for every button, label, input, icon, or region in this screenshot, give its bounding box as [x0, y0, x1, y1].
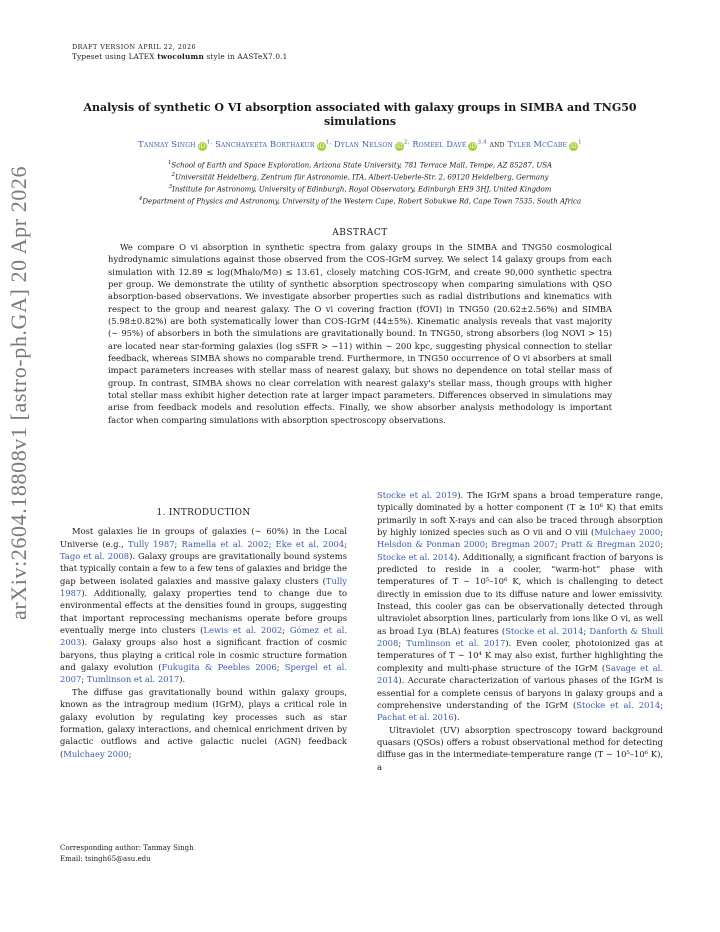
intro-paragraph-1: Most galaxies lie in groups of galaxies (∼ 60%) in the Local Universe (e.g., Tully 1987; Ramella et al. 2002; Eke et al. 2004; Tago et al. 2008). Galaxy groups are gravitationally bound systems that typically contain a few to a few tens of galaxies and bridge the gap between isolated galaxies and massive galaxy clusters (Tully 1987). Additionally, galaxy properties tend to change due to environmental effects at the densities found in groups, suggesting that important reprocessing mechanisms operate before groups eventually merge into clusters (Lewis et al. 2002; Gómez et al. 2003). Galaxy groups also host a significant fraction of cosmic baryons, thus playing a critical role in cosmic structure formation and galaxy evolution (Fukugita & Peebles 2006; Spergel et al. 2007; Tumlinson et al. 2017). [60, 526, 348, 685]
paper-title [72, 101, 648, 129]
orcid-icon[interactable]: iD [570, 143, 577, 150]
citation-link[interactable]: Mulchaey 2000 [594, 527, 661, 538]
orcid-icon[interactable]: iD [317, 143, 325, 150]
typeset-suffix: style in AASTeX7.0.1 [206, 52, 288, 61]
author-name[interactable]: Dylan Nelson [334, 139, 393, 149]
author-email[interactable]: Email: tsingh65@asu.edu [60, 855, 151, 863]
affiliation-number: 4 [138, 196, 143, 202]
author-name[interactable]: Romeel Davé [412, 139, 467, 149]
citation-link[interactable]: Gómez et al. 2003 [60, 625, 348, 648]
citation-link[interactable]: Ramella et al. 2002 [181, 538, 269, 549]
latex-logo: LATEX [128, 52, 155, 61]
title-line-2: simulations [323, 115, 397, 128]
citation-link[interactable]: Stocke et al. 2014 [377, 551, 454, 562]
author-affiliation-mark: 3,4 [477, 139, 487, 146]
citation-link[interactable]: Stocke et al. 2019 [377, 490, 458, 500]
citation-link[interactable]: Bregman 2007 [491, 539, 555, 550]
corresponding-author: Corresponding author: Tanmay Singh [60, 844, 194, 852]
intro-paragraph-3: Stocke et al. 2019). The IGrM spans a broad temperature range, typically dominated by a hotter component (T ≳ 10⁶ K) that emits primarily in soft X-rays and can also be traced through absorption by highly ionized species such as O vii and O viii (Mulchaey 2000; Helsdon & Ponman 2000; Bregman 2007; Pratt & Bregman 2020; Stocke et al. 2014). Additionally, a significant fraction of baryons is predicted to reside in a cooler, “warm-hot” phase with temperatures of T ∼ 10⁵–10⁶ K, which is challenging to detect directly in emission due to its diffuse nature and lower emissivity. Instead, this cooler gas can be observationally detected through ultraviolet absorption lines, particularly from ions like O vi, as well as broad Lyα (BLA) features (Stocke et al. 2014; Danforth & Shull 2008; Tumlinson et al. 2017). Even cooler, photoionized gas at temperatures of T ∼ 10⁴ K may also exist, further highlighting the complexity and multi-phase structure of the IGrM (Savage et al. 2014). Accurate characterization of various phases of the IGrM is essential for a complete census of baryons in galaxy groups and a comprehensive understanding of the IGrM (Stocke et al. 2014; Pachat et al. 2016). [377, 490, 664, 723]
orcid-icon[interactable]: iD [198, 143, 206, 150]
author-affiliation-mark: 1 [578, 139, 582, 146]
column-left [60, 507, 347, 760]
arxiv-stamp[interactable]: arXiv:2604.18808v1 [astro-ph.GA] 20 Apr 2026 [6, 165, 31, 620]
citation-link[interactable]: Mulchaey 2000 [63, 748, 129, 759]
citation-link[interactable]: Danforth & Shull 2008 [377, 625, 664, 649]
author-affiliation-mark: 1, [206, 139, 213, 146]
typeset-style: twocolumn [157, 52, 204, 61]
citation-link[interactable]: Stocke et al. 2014 [576, 699, 661, 710]
abstract-heading: ABSTRACT [332, 228, 388, 238]
draft-date: APRIL 22, 2026 [138, 43, 197, 51]
column-right [377, 489, 663, 773]
draft-header [72, 42, 288, 62]
author-name[interactable]: Tyler McCabe [507, 139, 568, 149]
author-name[interactable]: Sanchayeeta Borthakur [215, 139, 315, 149]
citation-link[interactable]: Helsdon & Ponman 2000 [377, 539, 486, 550]
citation-link[interactable]: Savage et al. 2014 [377, 662, 663, 686]
orcid-icon[interactable]: iD [469, 143, 477, 150]
draft-prefix: DRAFT VERSION [72, 43, 136, 51]
footnote [60, 843, 347, 865]
citation-link[interactable]: Spergel et al. 2007 [60, 662, 348, 685]
orcid-icon[interactable]: iD [396, 143, 403, 150]
citation-link[interactable]: Pratt & Bregman 2020 [561, 539, 661, 550]
intro-paragraph-2: The diffuse gas gravitationally bound within galaxy groups, known as the intragroup medium (IGrM), plays a critical role in galaxy evolution by regulating key processes such as star formation, galaxy interactions, and chemical enrichment driven by galactic outflows and active galactic nuclei (AGN) feedback (Mulchaey 2000; [60, 686, 347, 759]
affiliation-number: 2 [171, 172, 175, 178]
citation-link[interactable]: Eke et al. 2004 [275, 538, 345, 549]
author-affiliation-mark: 2, [403, 139, 410, 146]
affiliation [72, 193, 648, 207]
author-name[interactable]: Tanmay Singh [138, 139, 196, 149]
citation-link[interactable]: Pachat et al. 2016 [377, 712, 454, 723]
typeset-line [72, 52, 288, 62]
citation-link[interactable]: Stocke et al. 2014 [505, 625, 584, 636]
citation-link[interactable]: Tago et al. 2008 [60, 551, 130, 562]
citation-link[interactable]: Tully 1987 [60, 575, 347, 599]
authors-and: and [486, 139, 508, 149]
typeset-prefix: Typeset using [72, 52, 127, 61]
abstract-text: We compare O vi absorption in synthetic spectra from galaxy groups in the SIMBA and TNG50 cosmological hydrodynamic simulations against those observed from the COS-IGrM survey. We select 14 galaxy groups from each simulation with 12.89 ≤ log(Mhalo/M⊙) ≤ 13.61, closely matching COS-IGrM, and create 90,000 synthetic spectra per group. We demonstrate the utility of synthetic absorption spectroscopy when comparing simulations with QSO absorption-based observations. We investigate absorber properties such as radial distributions and kinematics with respect to the group and nearest galaxy. The O vi covering fraction (fOVI) in TNG50 (20.62±2.56%) and SIMBA (5.98±0.82%) are both systematically lower than COS-IGrM (44±5%). Kinematic analysis reveals that vast majority (∼ 95%) of absorbers in both the simulations are gravitationally bound. In TNG50, strong absorbers (log NOVI > 15) are located near star-forming galaxies (log sSFR > −11) within ∼ 200 kpc, suggesting physical connection to stellar feedback, whereas SIMBA shows no comparable trend. Furthermore, in TNG50 occurrence of O vi absorbers at small impact parameters increases with stellar mass of nearest galaxy, but shows no dependence on total stellar mass of group. In contrast, SIMBA shows no clear correlation with nearest galaxy's stellar mass, though groups with higher total stellar mass exhibit higher detection rate at larger impact parameters. Differences observed in simulations may arise from feedback models and resolution effects. Finally, we show absorber analysis methodology is important factor when comparing simulations with absorption spectroscopy observations. [108, 242, 612, 425]
citation-link[interactable]: Tumlinson et al. 2017 [86, 674, 180, 685]
affiliation-number: 3 [168, 184, 173, 190]
affiliation-text: Universität Heidelberg, Zentrum für Astronomie, ITA, Albert-Ueberle-Str. 2, 69120 Heidelberg, Germany [174, 173, 549, 182]
affiliation-text: School of Earth and Space Exploration, Arizona State University, 781 Terrace Mall, Tempe, AZ 85287, USA [171, 161, 553, 170]
section-heading-introduction: 1. INTRODUCTION [156, 508, 251, 518]
affiliation-text: Department of Physics and Astronomy, University of the Western Cape, Robert Sobukwe Rd, Cape Town 7535, South Africa [142, 197, 582, 206]
author-list [72, 139, 648, 151]
affiliation-number: 1 [167, 160, 172, 166]
citation-link[interactable]: Tully 1987 [127, 538, 175, 549]
citation-link[interactable]: Lewis et al. 2002 [203, 625, 283, 636]
author-affiliation-mark: 1, [325, 139, 332, 146]
citation-link[interactable]: Tumlinson et al. 2017 [406, 638, 506, 649]
intro-paragraph-4: Ultraviolet (UV) absorption spectroscopy toward background quasars (QSOs) offers a robust observational method for detecting diffuse gas in the intermediate-temperature range (T ∼ 10⁵–10⁶ K), a [377, 724, 663, 772]
title-line-1: Analysis of synthetic O VI absorption associated with galaxy groups in SIMBA and TNG50 [83, 101, 637, 114]
citation-link[interactable]: Fukugita & Peebles 2006 [161, 662, 277, 673]
draft-version-line [72, 42, 288, 52]
affiliation-text: Institute for Astronomy, University of Edinburgh, Royal Observatory, Edinburgh EH9 3HJ, United Kingdom [172, 185, 552, 194]
